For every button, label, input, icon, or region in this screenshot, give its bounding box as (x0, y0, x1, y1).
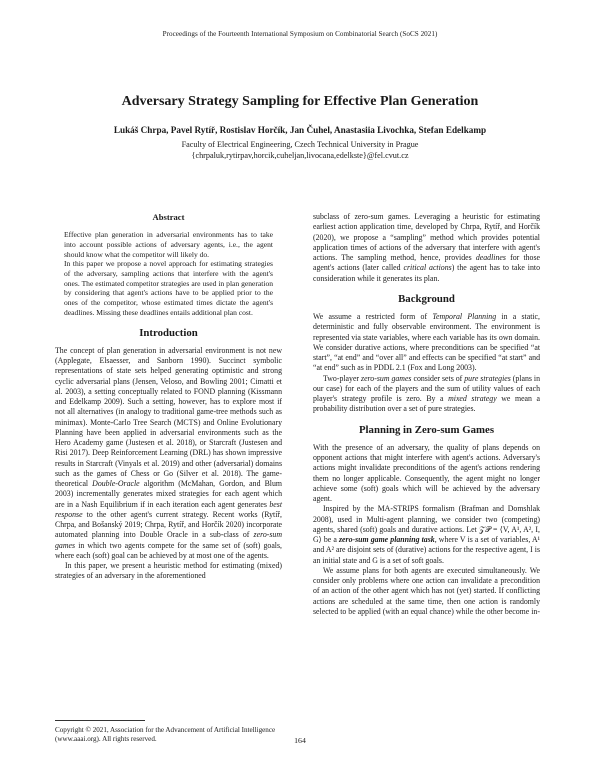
zero-sum-paragraph (313, 504, 540, 566)
left-column (55, 212, 282, 582)
section-heading-zero-sum: Planning in Zero-sum Games (358, 423, 495, 436)
text-run: Two-player (323, 373, 362, 383)
text-run: mixed strategy (448, 394, 497, 403)
text-run: Double-Oracle (92, 479, 140, 489)
abstract-paragraph: Effective plan generation in adversarial environments has to take into account possible actions of adversary agents, i.e., the agent should know what the competitor will likely do. (64, 230, 273, 259)
text-run: We assume a restricted form of (313, 312, 433, 321)
abstract-heading: Abstract (152, 212, 185, 222)
author-emails: {chrpaluk,rytirpav,horcik,cuheljan,livocana,edelkste}@fel.cvut.cz (191, 151, 409, 160)
text-run: The concept of plan generation in adversarial environment is not new (Applegate, Elsaesser, and Sanborn 1990). Succinct symbolic representations of state sets helped generating optimistic and strong cyclic adversarial plans (Jensen, Veloso, and Bowling 2001; Cimatti et al. 2003), a setting conceptually related to FOND planning (Kissmann and Edelkamp 2009). Such a setting, however, has to explore most if not all alternatives (in analogy to traditional game-tree methods such as minimax). Monte-Carlo Tree Search (MCTS) and Online Evolutionary Planning have been applied in adversarial environments such as the Hero Academy game (Justesen et al. 2018), or Starcraft (Justesen and Risi 2017). Deep Reinforcement Learning (DRL) has shown impressive results in Starcraft (Vinyals et al. 2019) and other (adversarial) domains such as the games of Chess or Go (Silver et al. 2018). The game-theoretical (55, 345, 282, 489)
author-list: Lukáš Chrpa, Pavel Rytíř, Rostislav Horčík, Jan Čuhel, Anastasiia Livochka, Stefan Edelkamp (113, 125, 487, 135)
text-run: ) the agent has to take into consideration while it generates its plan. (313, 263, 540, 283)
text-run: to the other agent's current strategy. Recent works (Rytíř, Chrpa, and Bošanský 2019; Chrpa, Rytíř, and Horčík 2020) incorporate automated planning into Double Oracle in a sub-class of (55, 509, 282, 540)
background-paragraph (313, 312, 540, 374)
text-run: (plans in our case) for each of the players and the sum of utility values of each player's strategy profile is zero. By a (313, 373, 540, 403)
text-run: zero-sum game planning task (338, 535, 435, 544)
text-run: for those agent's actions (later called (313, 253, 540, 273)
text-run: best response (55, 499, 282, 519)
affiliation: Faculty of Electrical Engineering, Czech Technical University in Prague (181, 140, 419, 149)
text-run: zero-sum games (55, 530, 282, 550)
text-run: subclass of zero-sum games. Leveraging a heuristic for estimating earliest action application time, developed by Chrpa, Rytíř, and Horčík (2020), we propose a “sampling” method which provides potential application times of actions of the adversary that interfere with agent's actions. The sampling method, hence, provides (313, 212, 540, 262)
intro-paragraph: In this paper, we present a heuristic method for estimating (mixed) strategies of an adversary in the aforementioned (55, 561, 282, 581)
text-run: be a (321, 535, 339, 544)
intro-paragraph (55, 346, 282, 561)
text-run: zero-sum games (361, 373, 412, 383)
math-expression: 𝒵𝒫 = ⟨V, A¹, A², I, G⟩ (313, 524, 541, 544)
abstract-paragraph: In this paper we propose a novel approach for estimating strategies of the adversary, sampling actions that interfere with the agent's ones. The estimated competitor strategies are used in plan generation by considering that agent's actions have to be applied prior to the ones of the competitor, whose estimated times dictate the agent's deadlines. Missing these deadlines entails additional plan cost. (64, 259, 273, 317)
running-head: Proceedings of the Fourteenth International Symposium on Combinatorial Search (SoCS 2021) (162, 30, 438, 38)
background-paragraph (313, 374, 540, 415)
text-run: pure strategies (464, 373, 511, 383)
page-number: 164 (294, 736, 306, 745)
intro-continuation (313, 212, 540, 284)
abstract-body (55, 230, 282, 317)
section-heading-introduction: Introduction (139, 326, 198, 339)
text-run: algorithm (McMahan, Gordon, and Blum 2003) incrementally generates mixed strategies for each agent which are in a Nash Equilibrium if in each iteration each agent generates (55, 479, 282, 509)
copyright-notice: Copyright © 2021, Association for the Advancement of Artificial Intelligence (www.aaai.org). All rights reserved. (55, 726, 276, 743)
zero-sum-paragraph: We assume plans for both agents are executed simultaneously. We consider only problems where one action can invalidate a precondition of an action of the other agent which has not (yet) started. If conflicting actions are scheduled at the same time, then one action is randomly selected to be applied (with an equal chance) while the other become in- (313, 565, 540, 616)
footnote-rule (55, 720, 145, 721)
text-run: we mean a probability distribution over a set of pure strategies. (313, 394, 541, 414)
right-column (313, 212, 540, 617)
section-heading-background: Background (398, 292, 455, 305)
text-run: in which two agents compete for the same set of (soft) goals, where each (soft) goal can be achieved by at most one of the agents. (55, 540, 282, 560)
zero-sum-paragraph: With the presence of an adversary, the quality of plans depends on opponent actions that might interfere with agent's actions. Adversary's actions might invalidate preconditions of the agent's actions rendering them no longer applicable. Consequently, the agent might no longer achieve some (soft) goals which will be achieved by the adversary agent. (313, 442, 540, 503)
text-run: , where V is a set of variables, A¹ and A² are disjoint sets of (durative) actions for the respective agent, I is an initial state and G is a set of soft goals. (313, 535, 540, 565)
text-run: deadlines (475, 253, 506, 262)
text-run: Inspired by the MA-STRIPS formalism (Brafman and Domshlak 2008), used in Multi-agent planning, we consider two (competing) agents, shared (soft) goals and durative actions. Let (313, 504, 540, 534)
text-run: in a static, deterministic and fully observable environment. The environment is represented via state variables, where each variable has its own domain. We consider durative actions, where preconditions can be specified “at start”, “at end” and “over all” and effects can be specified “at start” and “at end” such as in PDDL 2.1 (Fox and Long 2003). (313, 312, 541, 373)
text-run: Temporal Planning (432, 312, 497, 321)
text-run: consider sets of (411, 373, 465, 383)
text-run: critical actions (403, 263, 452, 273)
paper-title: Adversary Strategy Sampling for Effective Plan Generation (121, 94, 479, 109)
